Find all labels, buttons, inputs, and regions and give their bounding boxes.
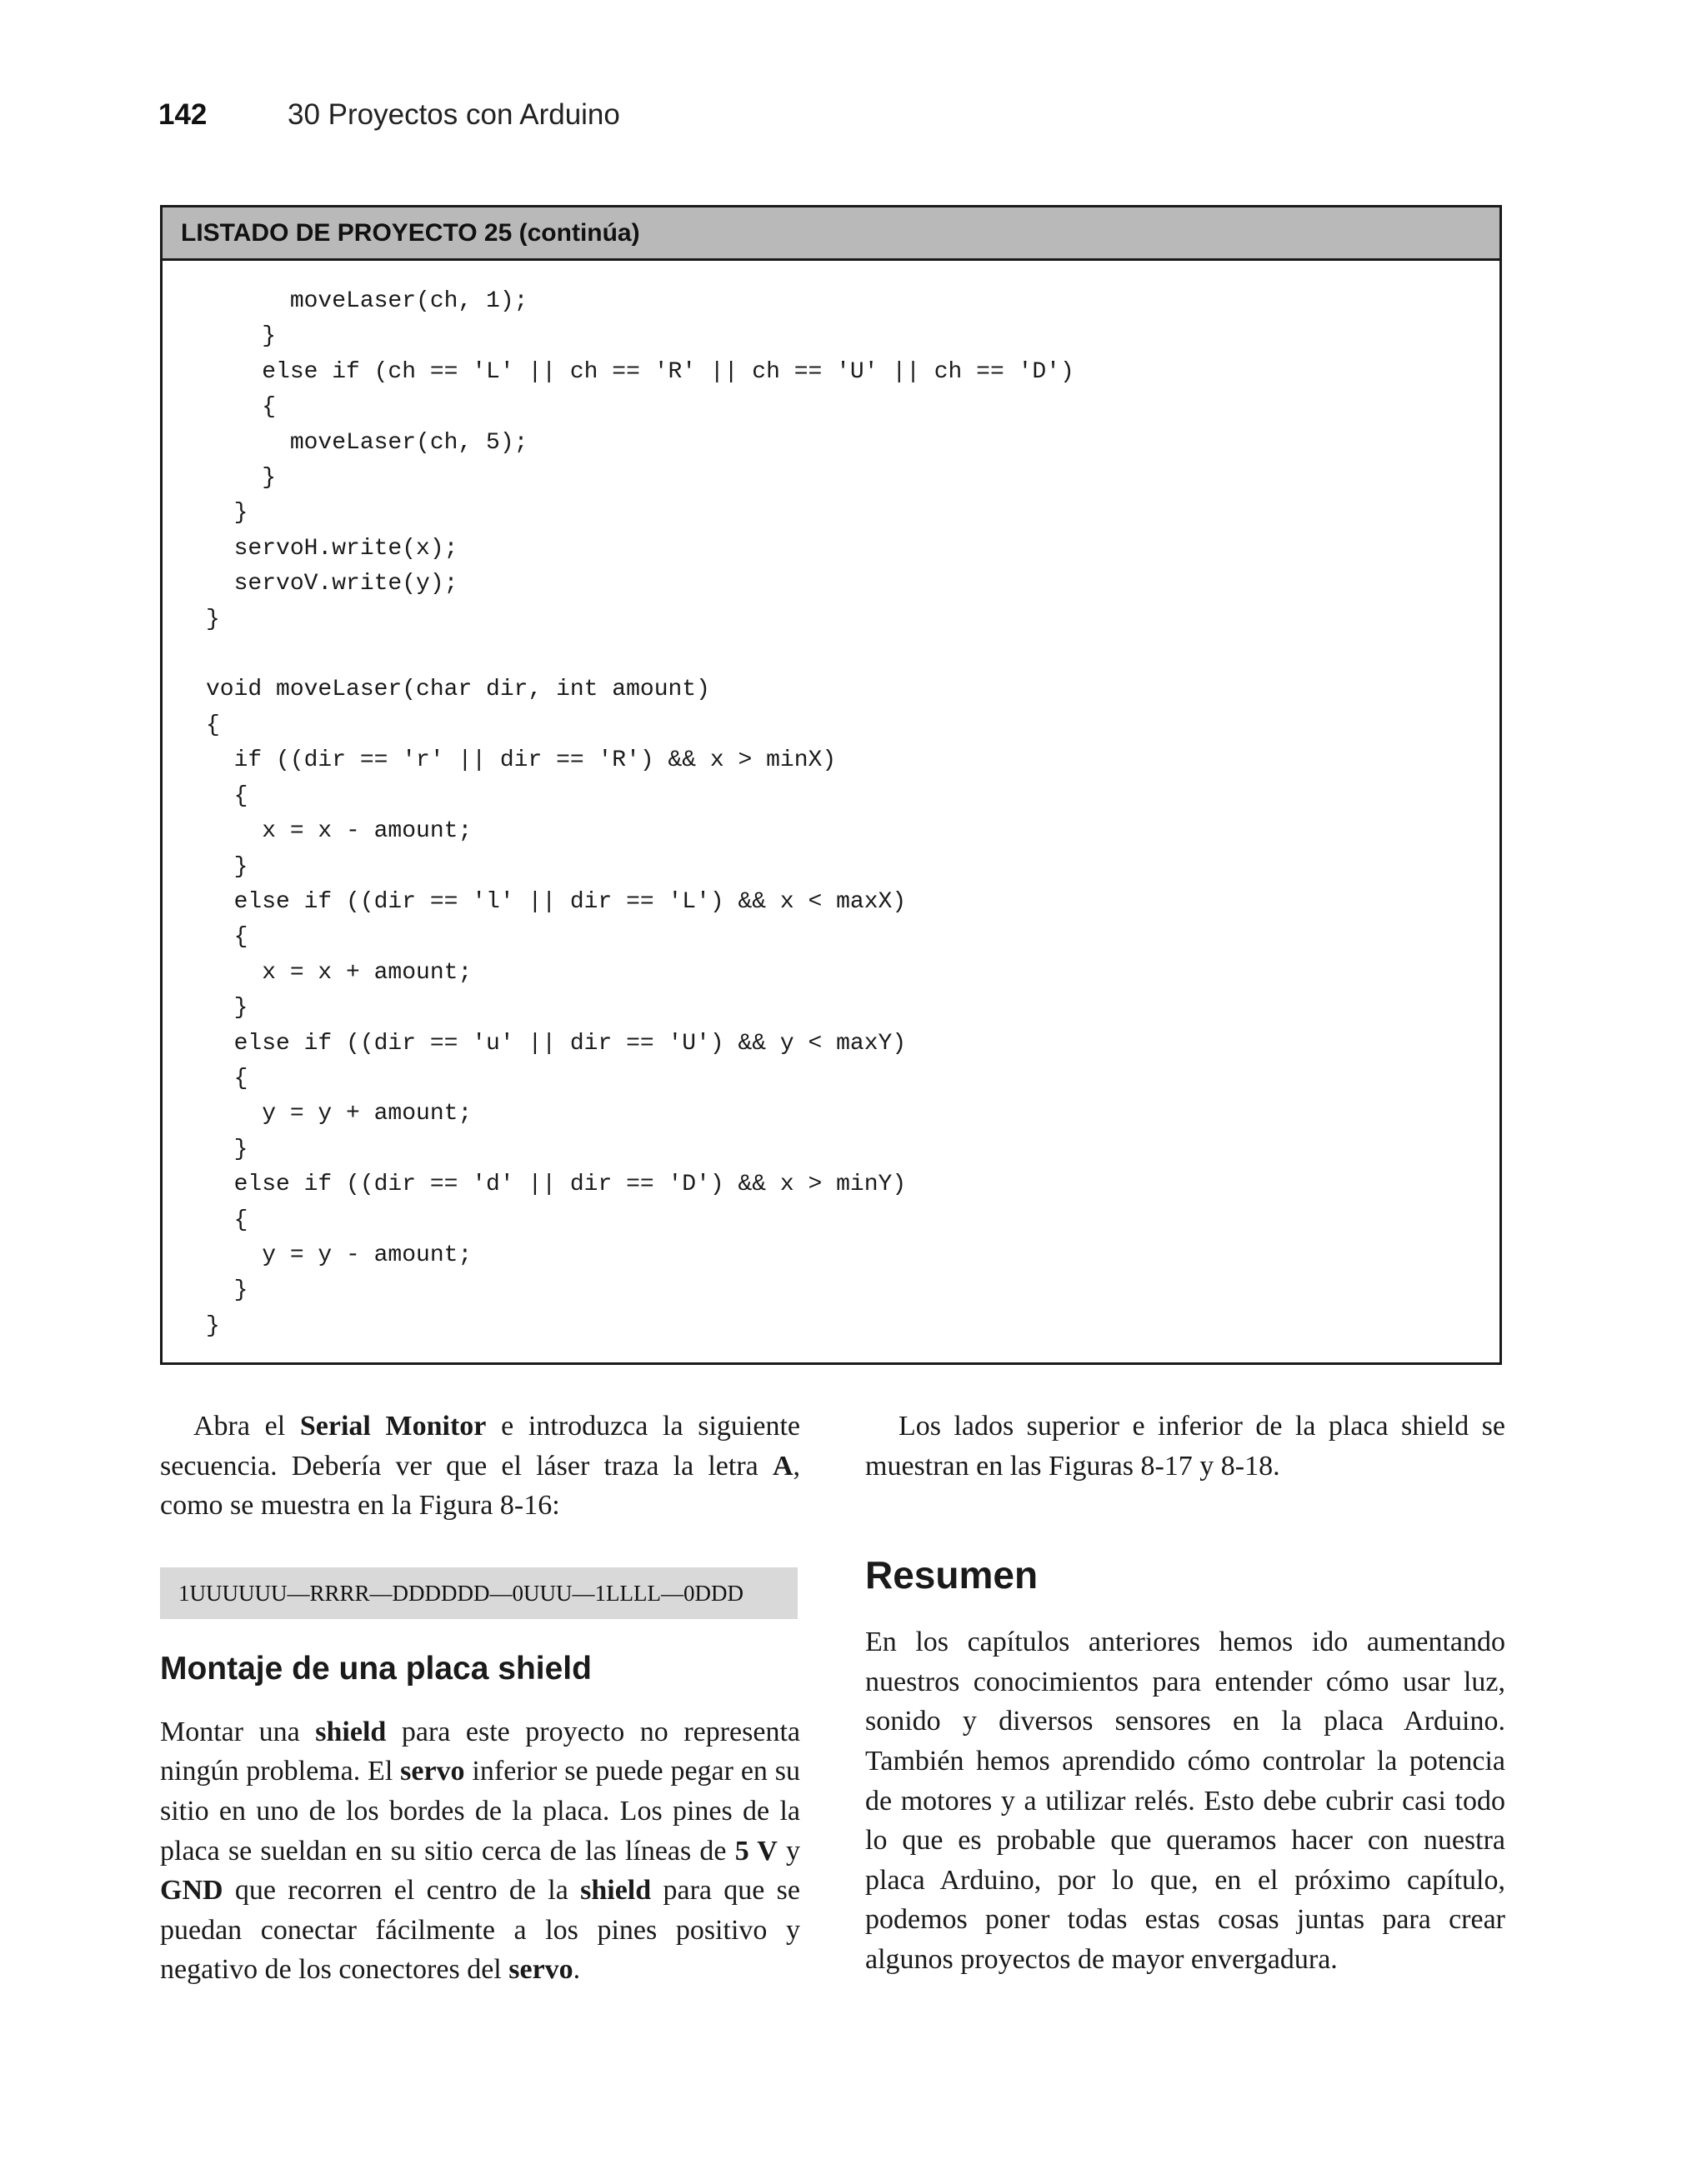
bold-term: 5 V	[734, 1835, 778, 1867]
intro-paragraph	[160, 1407, 800, 1526]
right-column	[865, 1407, 1505, 1980]
text-run: que recorren el centro de la	[223, 1875, 581, 1907]
bold-term: servo	[508, 1954, 573, 1986]
page-number: 142	[158, 98, 208, 131]
bold-term: A	[772, 1450, 793, 1482]
text-run: inferior se puede pegar en su sitio en uno de los bordes de la placa. Los pines de la placa se sueldan en su sitio cerca de las líneas de	[160, 1756, 800, 1867]
sequence-box: 1UUUUUU—RRRR—DDDDDD—0UUU—1LLLL—0DDD	[160, 1567, 798, 1619]
bold-term: shield	[315, 1716, 387, 1747]
text-run: Montar una	[160, 1716, 316, 1747]
listing-title: LISTADO DE PROYECTO 25 (continúa)	[163, 207, 1499, 261]
text-run: , como se muestra en la Figura 8-16:	[160, 1450, 800, 1522]
book-title: 30 Proyectos con Arduino	[288, 98, 620, 131]
bold-term: Serial Monitor	[299, 1411, 487, 1442]
bold-term: shield	[580, 1875, 652, 1907]
text-run: y	[777, 1835, 801, 1867]
left-column	[160, 1407, 800, 1990]
figures-paragraph: Los lados superior e inferior de la placa shield se muestran en las Figuras 8-17 y 8-18.	[865, 1411, 1505, 1482]
mount-paragraph	[160, 1712, 800, 1990]
text-run: e introduzca la siguiente secuencia. Debería ver que el láser traza la letra	[160, 1411, 800, 1482]
code-block: moveLaser(ch, 1); } else if (ch == 'L' || ch == 'R' || ch == 'U' || ch == 'D') { moveLaser(ch, 5); } } servoH.write(x); servoV.write(y); } void moveLaser(char dir, int amount) { if ((dir == 'r' || dir == 'R') && x > minX) { x = x - amount; } else if ((dir == 'l' || dir == 'L') && x < maxX) { x = x + amount; } else if ((dir == 'u' || dir == 'U') && y < maxY) { y = y + amount; } else if ((dir == 'd' || dir == 'D') && x > minY) { y = y - amount; } }	[206, 288, 1074, 1339]
summary-paragraph: En los capítulos anteriores hemos ido aumentando nuestros conocimientos para entender cómo usar luz, sonido y diversos sensores en la placa Arduino. También hemos aprendido cómo controlar la potencia de motores y a utilizar relés. Esto debe cubrir casi todo lo que es probable que queramos hacer con nuestra placa Arduino, por lo que, en el próximo capítulo, podemos poner todas estas cosas juntas para crear algunos proyectos de mayor envergadura.	[865, 1627, 1505, 1975]
text-run: .	[573, 1954, 581, 1986]
text-run: para este proyecto no representa ningún problema. El	[160, 1716, 801, 1787]
text-run: para que se puedan conectar fácilmente a los pines positivo y negativo de los conectores del	[160, 1875, 800, 1986]
bold-term: GND	[160, 1875, 223, 1907]
bold-term: servo	[400, 1756, 465, 1787]
text-run: Abra el	[193, 1411, 300, 1442]
code-listing	[160, 205, 1502, 1365]
section-heading-mount: Montaje de una placa shield	[160, 1650, 592, 1687]
section-heading-summary: Resumen	[865, 1553, 1039, 1597]
